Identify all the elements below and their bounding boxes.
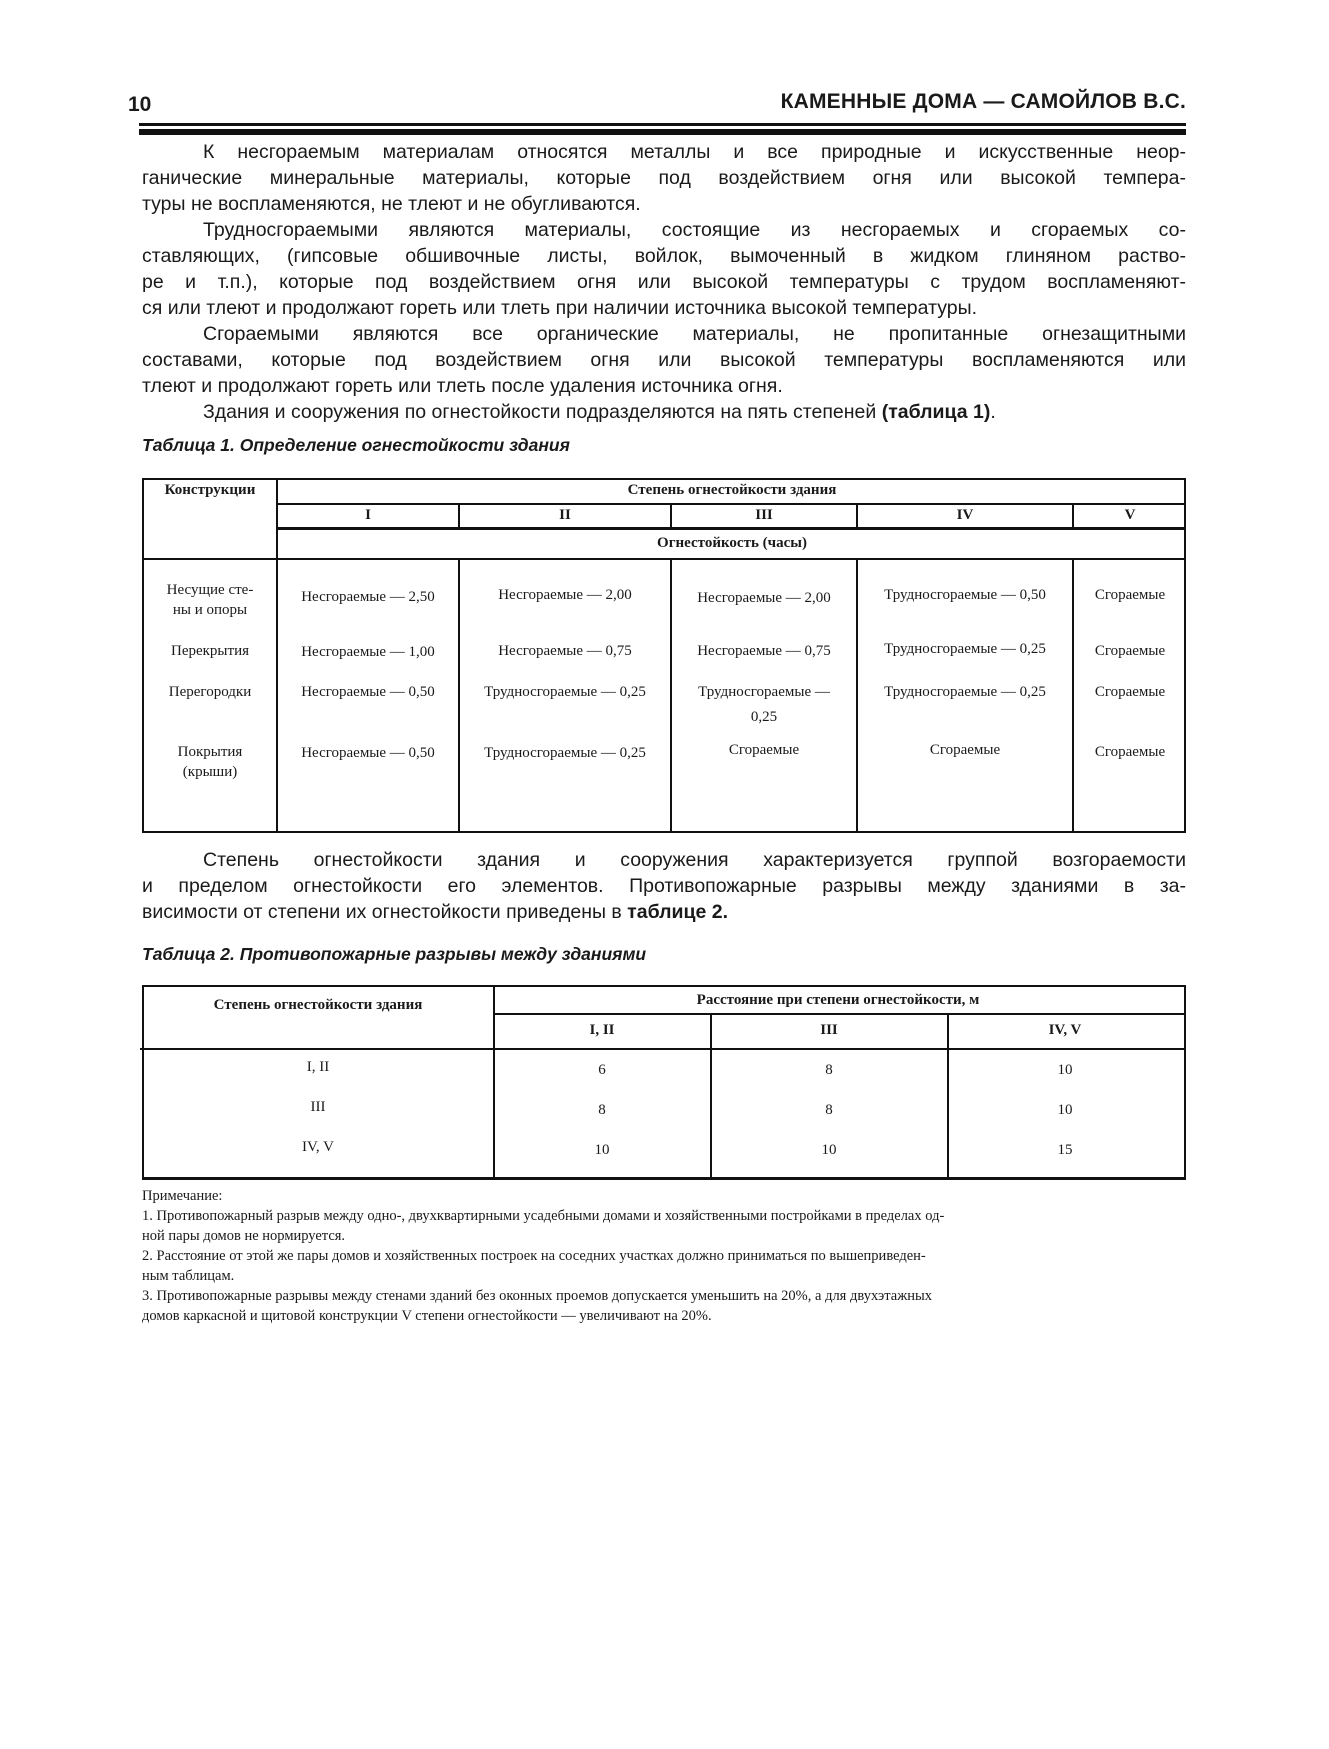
note-line: 3. Противопожарные разрывы между стенами зданий без оконных проемов допускается уменьшить на 20%, а для двухэтажных: [142, 1288, 932, 1304]
row-label: I, II: [306, 1059, 330, 1075]
text-line: Степень огнестойкости здания и сооружения характеризуется группой возгораемости: [203, 849, 1186, 871]
note-line: 2. Расстояние от этой же пары домов и хозяйственных построек на соседних участках должно приниматься по вышеприведен-: [142, 1248, 926, 1264]
table-cell: Сгораемые: [728, 742, 800, 758]
note-line: домов каркасной и щитовой конструкции V степени огнестойкости — увеличивают на 20%.: [142, 1308, 712, 1324]
table-cell: Сгораемые: [1094, 643, 1166, 659]
table-cell: 8: [825, 1062, 833, 1078]
table-cell: Несгораемые — 1,00: [301, 644, 435, 660]
table-cell: Трудносгораемые — 0,25: [884, 684, 1046, 700]
page-number: 10: [128, 93, 152, 116]
table-fire-resistance: [142, 478, 1186, 833]
table-cell: 10: [1057, 1062, 1073, 1078]
row-label: IV, V: [302, 1139, 334, 1155]
table-cell: Трудносгораемые — 0,25: [884, 641, 1046, 657]
header-rule-thick: [139, 129, 1186, 135]
degree-header: III: [820, 1022, 838, 1038]
text-line: ганические минеральные материалы, которые под воздействием огня или высокой темпера-: [142, 167, 1186, 189]
paragraph-fire-degrees: [142, 399, 1186, 425]
text-line: и пределом огнестойкости его элементов. Противопожарные разрывы между зданиями в за-: [142, 875, 1186, 897]
text-line: Трудносгораемыми являются материалы, состоящие из несгораемых и сгораемых со-: [203, 219, 1186, 241]
col-header-degree: Степень огнестойкости здания: [213, 997, 423, 1013]
degree-header: I, II: [589, 1022, 615, 1038]
table-cell: Трудносгораемые — 0,25: [484, 684, 646, 700]
paragraph-hard-combustible: [142, 217, 1186, 321]
text-line: Сгораемыми являются все органические материалы, не пропитанные огнезащитными: [203, 323, 1186, 345]
table-cell: Несгораемые — 2,00: [498, 587, 632, 603]
degree-header: V: [1124, 507, 1136, 523]
table-cell: Сгораемые: [1094, 684, 1166, 700]
degree-header: III: [755, 507, 773, 523]
row-label: III: [310, 1099, 326, 1115]
table-cell: 8: [598, 1102, 606, 1118]
table-reference: (таблица 1): [881, 401, 991, 423]
table-cell: Трудносгораемые — 0,25: [484, 745, 646, 761]
header-rule-thin: [139, 123, 1186, 126]
text: .: [990, 401, 996, 423]
row-label: Несущие сте-: [166, 582, 254, 598]
row-label: Перекрытия: [171, 643, 249, 659]
text: висимости от степени их огнестойкости приведены в: [142, 901, 628, 923]
table-cell: Сгораемые: [1094, 744, 1166, 760]
text-line: ре и т.п.), которые под воздействием огня или высокой температуры с трудом воспламеняют-: [142, 271, 1186, 293]
text: Здания и сооружения по огнестойкости подразделяются на пять степеней: [203, 401, 882, 423]
table-cell: 10: [594, 1142, 610, 1158]
text-line: ся или тлеют и продолжают гореть или тлеть при наличии источника высокой температуры.: [142, 297, 978, 319]
group-header: Степень огнестойкости здания: [627, 482, 837, 498]
paragraph-combustible: [142, 321, 1186, 399]
row-label: Покрытия: [177, 744, 243, 760]
text-line: К несгораемым материалам относятся металлы и все природные и искусственные неор-: [203, 141, 1186, 163]
paragraph-noncombustible: [142, 139, 1186, 217]
table-cell: Трудносгораемые —: [698, 684, 830, 700]
table-cell: Несгораемые — 0,75: [697, 643, 831, 659]
text-line: ставляющих, (гипсовые обшивочные листы, войлок, вымоченный в жидком глиняном раство-: [142, 245, 1186, 267]
table-cell: Сгораемые: [929, 742, 1001, 758]
note-line: ной пары домов не нормируется.: [142, 1228, 346, 1244]
table-cell: 10: [821, 1142, 837, 1158]
table-cell: Несгораемые — 0,50: [301, 745, 435, 761]
degree-header: I: [365, 507, 371, 523]
table-cell: Несгораемые — 2,00: [697, 590, 831, 606]
text-line: составами, которые под воздействием огня или высокой температуры воспламеняются или: [142, 349, 1186, 371]
table2-caption: Таблица 2. Противопожарные разрывы между зданиями: [142, 944, 647, 964]
running-title: КАМЕННЫЕ ДОМА — САМОЙЛОВ В.С.: [780, 90, 1186, 113]
table-cell: 15: [1057, 1142, 1073, 1158]
degree-header: II: [559, 507, 571, 523]
text-line: тлеют и продолжают гореть или тлеть после удаления источника огня.: [142, 375, 783, 397]
table-cell: 6: [598, 1062, 606, 1078]
table-cell: Несгораемые — 0,75: [498, 643, 632, 659]
table-fire-breaks: [142, 985, 1186, 1180]
text-line: туры не воспламеняются, не тлеют и не обугливаются.: [142, 193, 641, 215]
table1-caption: Таблица 1. Определение огнестойкости здания: [142, 435, 570, 455]
notes-title: Примечание:: [142, 1188, 223, 1204]
table-cell: 10: [1057, 1102, 1073, 1118]
table-cell: 8: [825, 1102, 833, 1118]
note-line: 1. Противопожарный разрыв между одно-, двухквартирными усадебными домами и хозяйственными постройками в пределах од-: [142, 1208, 945, 1224]
table-reference: таблице 2.: [627, 901, 729, 923]
table-cell: Сгораемые: [1094, 587, 1166, 603]
degree-header: IV: [956, 507, 974, 523]
table-cell: Несгораемые — 0,50: [301, 684, 435, 700]
row-label: ны и опоры: [172, 602, 248, 618]
table-cell-continuation: 0,25: [750, 709, 778, 725]
group-header: Расстояние при степени огнестойкости, м: [696, 992, 980, 1008]
unit-header: Огнестойкость (часы): [657, 535, 807, 551]
row-label: Перегородки: [168, 684, 252, 700]
row-label: (крыши): [182, 764, 238, 780]
paragraph-table2-intro: [142, 847, 1186, 925]
notes: [142, 1186, 1186, 1326]
note-line: ным таблицам.: [142, 1268, 235, 1284]
table-cell: Несгораемые — 2,50: [301, 589, 435, 605]
table-cell: Трудносгораемые — 0,50: [884, 587, 1046, 603]
degree-header: IV, V: [1048, 1022, 1082, 1038]
col-header-constructions: Конструкции: [164, 482, 256, 498]
